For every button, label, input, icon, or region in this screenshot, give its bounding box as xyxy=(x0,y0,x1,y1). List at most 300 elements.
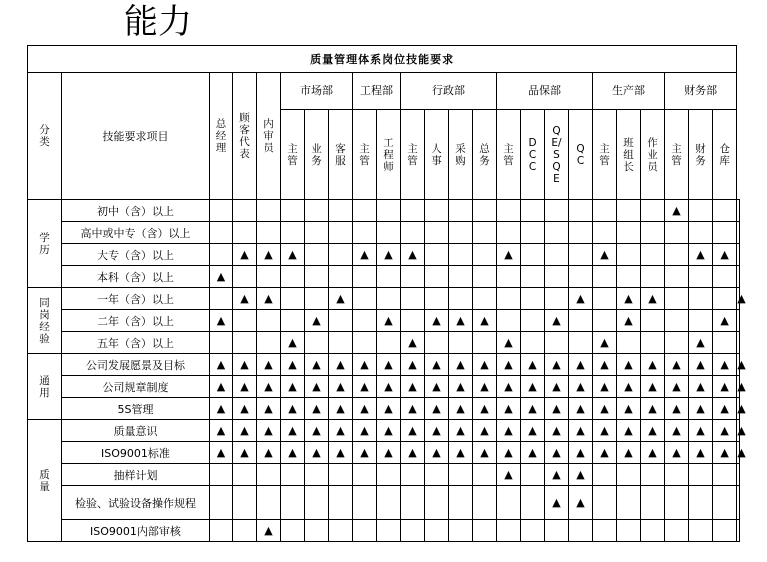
category-header xyxy=(28,73,62,200)
mark-cell xyxy=(617,332,641,354)
mark-cell xyxy=(353,376,377,398)
triangle-icon: ▲ xyxy=(456,314,465,327)
mark-cell xyxy=(257,244,281,266)
table-row xyxy=(28,222,740,244)
skill-item: 高中或中专（含）以上 xyxy=(62,222,210,244)
triangle-icon: ▲ xyxy=(408,358,417,371)
mark-cell xyxy=(497,420,521,442)
triangle-icon: ▲ xyxy=(672,402,681,415)
mark-cell xyxy=(305,464,329,486)
mark-cell xyxy=(281,288,305,310)
mark-cell xyxy=(521,420,545,442)
mark-cell xyxy=(281,266,305,288)
mark-cell xyxy=(257,200,281,222)
mark-cell xyxy=(281,332,305,354)
mark-cell xyxy=(593,464,617,486)
triangle-icon: ▲ xyxy=(240,446,249,459)
table-title: 质量管理体系岗位技能要求 xyxy=(28,46,737,73)
triangle-icon: ▲ xyxy=(737,292,746,305)
mark-cell xyxy=(617,310,641,332)
mark-cell xyxy=(425,244,449,266)
position-header-label: 主管 xyxy=(359,142,370,167)
triangle-icon: ▲ xyxy=(360,358,369,371)
mark-cell xyxy=(233,332,257,354)
mark-cell xyxy=(353,442,377,464)
position-header-label: 客服 xyxy=(335,142,346,167)
mark-cell xyxy=(449,222,473,244)
triangle-icon: ▲ xyxy=(288,424,297,437)
skill-item: ISO9001内部审核 xyxy=(62,520,210,542)
mark-cell xyxy=(281,376,305,398)
triangle-icon: ▲ xyxy=(504,424,513,437)
mark-cell xyxy=(665,310,689,332)
triangle-icon: ▲ xyxy=(576,496,585,509)
mark-cell xyxy=(689,332,713,354)
mark-cell xyxy=(641,288,665,310)
triangle-icon: ▲ xyxy=(552,424,561,437)
triangle-icon: ▲ xyxy=(648,402,657,415)
skill-item: 二年（含）以上 xyxy=(62,310,210,332)
triangle-icon: ▲ xyxy=(456,380,465,393)
triangle-icon: ▲ xyxy=(600,402,609,415)
mark-cell xyxy=(665,442,689,464)
mark-cell xyxy=(641,354,665,376)
mark-cell xyxy=(473,266,497,288)
mark-cell xyxy=(233,266,257,288)
triangle-icon: ▲ xyxy=(737,402,746,415)
mark-cell xyxy=(545,464,569,486)
mark-cell xyxy=(617,222,641,244)
triangle-icon: ▲ xyxy=(624,314,633,327)
mark-cell xyxy=(713,420,737,442)
skill-item: 公司发展愿景及目标 xyxy=(62,354,210,376)
triangle-icon: ▲ xyxy=(312,358,321,371)
mark-cell xyxy=(210,288,233,310)
position-header xyxy=(473,110,497,200)
position-header xyxy=(353,110,377,200)
position-header-label: 主管 xyxy=(503,142,514,167)
triangle-icon: ▲ xyxy=(264,380,273,393)
mark-cell xyxy=(497,222,521,244)
skill-item: 大专（含）以上 xyxy=(62,244,210,266)
mark-cell xyxy=(473,244,497,266)
table-row xyxy=(28,200,740,222)
mark-cell xyxy=(617,442,641,464)
mark-cell xyxy=(210,354,233,376)
mark-cell xyxy=(593,354,617,376)
mark-cell xyxy=(641,398,665,420)
mark-cell xyxy=(401,310,425,332)
mark-cell xyxy=(689,420,713,442)
mark-cell xyxy=(617,244,641,266)
triangle-icon: ▲ xyxy=(672,204,681,217)
mark-cell xyxy=(473,520,497,542)
table-row xyxy=(28,244,740,266)
mark-cell xyxy=(617,520,641,542)
mark-cell xyxy=(689,222,713,244)
triangle-icon: ▲ xyxy=(408,446,417,459)
triangle-icon: ▲ xyxy=(648,446,657,459)
mark-cell xyxy=(257,486,281,520)
mark-cell xyxy=(233,486,257,520)
triangle-icon: ▲ xyxy=(737,424,746,437)
mark-cell xyxy=(329,520,353,542)
mark-cell xyxy=(689,200,713,222)
triangle-icon: ▲ xyxy=(264,424,273,437)
mark-cell xyxy=(210,398,233,420)
mark-cell xyxy=(281,310,305,332)
skill-item: ISO9001标准 xyxy=(62,442,210,464)
mark-cell xyxy=(713,398,737,420)
mark-cell xyxy=(689,288,713,310)
position-header-label: 财务 xyxy=(695,142,706,167)
mark-cell xyxy=(329,200,353,222)
position-header-label: 仓库 xyxy=(719,142,730,167)
triangle-icon: ▲ xyxy=(528,402,537,415)
triangle-icon: ▲ xyxy=(288,446,297,459)
triangle-icon: ▲ xyxy=(240,248,249,261)
triangle-icon: ▲ xyxy=(528,446,537,459)
mark-cell xyxy=(377,200,401,222)
triangle-icon: ▲ xyxy=(528,358,537,371)
triangle-icon: ▲ xyxy=(576,292,585,305)
triangle-icon: ▲ xyxy=(696,402,705,415)
mark-cell xyxy=(401,288,425,310)
mark-cell xyxy=(545,332,569,354)
mark-cell xyxy=(593,200,617,222)
mark-cell xyxy=(329,310,353,332)
mark-cell xyxy=(497,464,521,486)
mark-cell xyxy=(497,442,521,464)
mark-cell xyxy=(569,486,593,520)
triangle-icon: ▲ xyxy=(480,358,489,371)
triangle-icon: ▲ xyxy=(648,380,657,393)
triangle-icon: ▲ xyxy=(360,380,369,393)
mark-cell xyxy=(233,200,257,222)
mark-cell xyxy=(401,420,425,442)
position-header-label: 总务 xyxy=(479,142,490,167)
position-header-label: 主管 xyxy=(671,142,682,167)
table-row xyxy=(28,266,740,288)
triangle-icon: ▲ xyxy=(504,336,513,349)
triangle-icon: ▲ xyxy=(432,314,441,327)
mark-cell xyxy=(329,266,353,288)
mark-cell xyxy=(305,398,329,420)
mark-cell xyxy=(353,354,377,376)
triangle-icon: ▲ xyxy=(336,446,345,459)
mark-cell xyxy=(569,398,593,420)
triangle-icon: ▲ xyxy=(312,380,321,393)
table-row xyxy=(28,442,740,464)
position-header xyxy=(305,110,329,200)
triangle-icon: ▲ xyxy=(737,358,746,371)
mark-cell xyxy=(545,200,569,222)
mark-cell xyxy=(353,332,377,354)
mark-cell xyxy=(737,310,740,332)
mark-cell xyxy=(713,200,737,222)
mark-cell xyxy=(665,376,689,398)
mark-cell xyxy=(257,288,281,310)
triangle-icon: ▲ xyxy=(312,446,321,459)
table-row xyxy=(28,288,740,310)
mark-cell xyxy=(641,442,665,464)
category-header-label: 分类 xyxy=(39,124,50,148)
triangle-icon: ▲ xyxy=(384,424,393,437)
triangle-icon: ▲ xyxy=(216,380,226,393)
position-header-label: 主管 xyxy=(599,142,610,167)
mark-cell xyxy=(401,464,425,486)
triangle-icon: ▲ xyxy=(624,402,633,415)
triangle-icon: ▲ xyxy=(240,292,249,305)
mark-cell xyxy=(401,442,425,464)
position-header-label: DCC xyxy=(528,136,537,173)
triangle-icon: ▲ xyxy=(672,358,681,371)
mark-cell xyxy=(353,200,377,222)
mark-cell xyxy=(257,310,281,332)
triangle-icon: ▲ xyxy=(552,358,561,371)
mark-cell xyxy=(329,354,353,376)
triangle-icon: ▲ xyxy=(384,358,393,371)
mark-cell xyxy=(401,376,425,398)
mark-cell xyxy=(257,442,281,464)
table-row xyxy=(28,520,740,542)
mark-cell xyxy=(569,420,593,442)
mark-cell xyxy=(305,310,329,332)
mark-cell xyxy=(497,354,521,376)
mark-cell xyxy=(425,354,449,376)
triangle-icon: ▲ xyxy=(456,402,465,415)
mark-cell xyxy=(569,442,593,464)
triangle-icon: ▲ xyxy=(696,358,705,371)
mark-cell xyxy=(257,332,281,354)
mark-cell xyxy=(401,486,425,520)
mark-cell xyxy=(353,288,377,310)
position-header xyxy=(233,73,257,200)
mark-cell xyxy=(449,354,473,376)
position-header xyxy=(497,110,521,200)
triangle-icon: ▲ xyxy=(288,402,297,415)
triangle-icon: ▲ xyxy=(576,446,585,459)
mark-cell xyxy=(281,244,305,266)
mark-cell xyxy=(473,420,497,442)
mark-cell xyxy=(377,244,401,266)
triangle-icon: ▲ xyxy=(312,402,321,415)
triangle-icon: ▲ xyxy=(720,402,729,415)
mark-cell xyxy=(425,486,449,520)
triangle-icon: ▲ xyxy=(576,380,585,393)
mark-cell xyxy=(713,376,737,398)
mark-cell xyxy=(377,288,401,310)
mark-cell xyxy=(281,464,305,486)
mark-cell xyxy=(210,222,233,244)
mark-cell xyxy=(545,420,569,442)
mark-cell xyxy=(425,420,449,442)
triangle-icon: ▲ xyxy=(576,358,585,371)
position-header xyxy=(329,110,353,200)
mark-cell xyxy=(593,398,617,420)
triangle-icon: ▲ xyxy=(552,402,561,415)
mark-cell xyxy=(401,520,425,542)
mark-cell xyxy=(281,222,305,244)
mark-cell xyxy=(281,200,305,222)
triangle-icon: ▲ xyxy=(600,358,609,371)
triangle-icon: ▲ xyxy=(360,424,369,437)
mark-cell xyxy=(593,332,617,354)
mark-cell xyxy=(737,442,746,464)
triangle-icon: ▲ xyxy=(408,248,417,261)
triangle-icon: ▲ xyxy=(384,248,393,261)
triangle-icon: ▲ xyxy=(720,358,729,371)
department-header: 品保部 xyxy=(497,73,593,110)
mark-cell xyxy=(305,244,329,266)
mark-cell xyxy=(689,354,713,376)
triangle-icon: ▲ xyxy=(504,358,513,371)
mark-cell xyxy=(737,222,740,244)
position-header xyxy=(281,110,305,200)
mark-cell xyxy=(401,332,425,354)
mark-cell xyxy=(449,520,473,542)
table-row xyxy=(28,420,740,442)
department-header: 生产部 xyxy=(593,73,665,110)
mark-cell xyxy=(377,442,401,464)
triangle-icon: ▲ xyxy=(240,424,249,437)
table-row xyxy=(28,376,740,398)
mark-cell xyxy=(233,288,257,310)
mark-cell xyxy=(713,222,737,244)
triangle-icon: ▲ xyxy=(576,402,585,415)
triangle-icon: ▲ xyxy=(312,314,321,327)
mark-cell xyxy=(521,244,545,266)
mark-cell xyxy=(377,266,401,288)
mark-cell xyxy=(497,398,521,420)
mark-cell xyxy=(353,520,377,542)
triangle-icon: ▲ xyxy=(288,336,297,349)
triangle-icon: ▲ xyxy=(240,358,249,371)
position-header xyxy=(210,73,233,200)
mark-cell xyxy=(353,398,377,420)
mark-cell xyxy=(305,222,329,244)
mark-cell xyxy=(521,520,545,542)
mark-cell xyxy=(665,244,689,266)
mark-cell xyxy=(281,398,305,420)
position-header xyxy=(641,110,665,200)
triangle-icon: ▲ xyxy=(264,292,273,305)
position-header-label: 作业员 xyxy=(647,136,658,173)
triangle-icon: ▲ xyxy=(360,402,369,415)
triangle-icon: ▲ xyxy=(552,468,561,481)
mark-cell xyxy=(617,376,641,398)
mark-cell xyxy=(689,310,713,332)
mark-cell xyxy=(281,420,305,442)
triangle-icon: ▲ xyxy=(264,248,273,261)
mark-cell xyxy=(377,222,401,244)
mark-cell xyxy=(665,520,689,542)
triangle-icon: ▲ xyxy=(216,446,226,459)
mark-cell xyxy=(377,520,401,542)
mark-cell xyxy=(713,332,737,354)
triangle-icon: ▲ xyxy=(432,424,441,437)
mark-cell xyxy=(521,310,545,332)
triangle-icon: ▲ xyxy=(737,380,746,393)
mark-cell xyxy=(545,398,569,420)
mark-cell xyxy=(305,332,329,354)
triangle-icon: ▲ xyxy=(648,292,657,305)
department-header: 行政部 xyxy=(401,73,497,110)
mark-cell xyxy=(665,288,689,310)
mark-cell xyxy=(593,520,617,542)
triangle-icon: ▲ xyxy=(696,446,705,459)
mark-cell xyxy=(617,464,641,486)
triangle-icon: ▲ xyxy=(600,336,609,349)
triangle-icon: ▲ xyxy=(737,446,746,459)
mark-cell xyxy=(329,332,353,354)
triangle-icon: ▲ xyxy=(696,336,705,349)
mark-cell xyxy=(593,486,617,520)
triangle-icon: ▲ xyxy=(456,424,465,437)
triangle-icon: ▲ xyxy=(216,402,226,415)
mark-cell xyxy=(473,464,497,486)
mark-cell xyxy=(713,464,737,486)
mark-cell xyxy=(689,442,713,464)
mark-cell xyxy=(737,200,740,222)
mark-cell xyxy=(737,376,746,398)
mark-cell xyxy=(329,486,353,520)
mark-cell xyxy=(617,486,641,520)
mark-cell xyxy=(449,376,473,398)
mark-cell xyxy=(545,442,569,464)
item-header: 技能要求项目 xyxy=(62,73,210,200)
mark-cell xyxy=(473,486,497,520)
category-label: 质量 xyxy=(39,468,50,493)
table-row xyxy=(28,486,740,520)
mark-cell xyxy=(329,464,353,486)
position-header xyxy=(425,110,449,200)
triangle-icon: ▲ xyxy=(576,468,585,481)
position-header-label: 业务 xyxy=(311,142,322,167)
skill-item: 检验、试验设备操作规程 xyxy=(62,486,210,520)
mark-cell xyxy=(233,310,257,332)
mark-cell xyxy=(689,464,713,486)
mark-cell xyxy=(257,464,281,486)
mark-cell xyxy=(593,222,617,244)
position-header-label: QC xyxy=(576,142,585,167)
triangle-icon: ▲ xyxy=(600,380,609,393)
position-header-label: QE/SQE xyxy=(551,124,562,185)
triangle-icon: ▲ xyxy=(456,446,465,459)
mark-cell xyxy=(641,464,665,486)
mark-cell xyxy=(521,332,545,354)
mark-cell xyxy=(593,288,617,310)
mark-cell xyxy=(713,486,737,520)
department-header: 财务部 xyxy=(665,73,737,110)
mark-cell xyxy=(617,420,641,442)
mark-cell xyxy=(210,420,233,442)
position-header-label: 总经理 xyxy=(215,118,227,154)
mark-cell xyxy=(210,266,233,288)
mark-cell xyxy=(665,266,689,288)
mark-cell xyxy=(377,354,401,376)
mark-cell xyxy=(737,266,740,288)
mark-cell xyxy=(449,200,473,222)
mark-cell xyxy=(593,310,617,332)
position-header-label: 采购 xyxy=(455,142,466,167)
mark-cell xyxy=(593,266,617,288)
table-row xyxy=(28,332,740,354)
mark-cell xyxy=(233,398,257,420)
triangle-icon: ▲ xyxy=(624,292,633,305)
position-header xyxy=(569,110,593,200)
mark-cell xyxy=(665,398,689,420)
